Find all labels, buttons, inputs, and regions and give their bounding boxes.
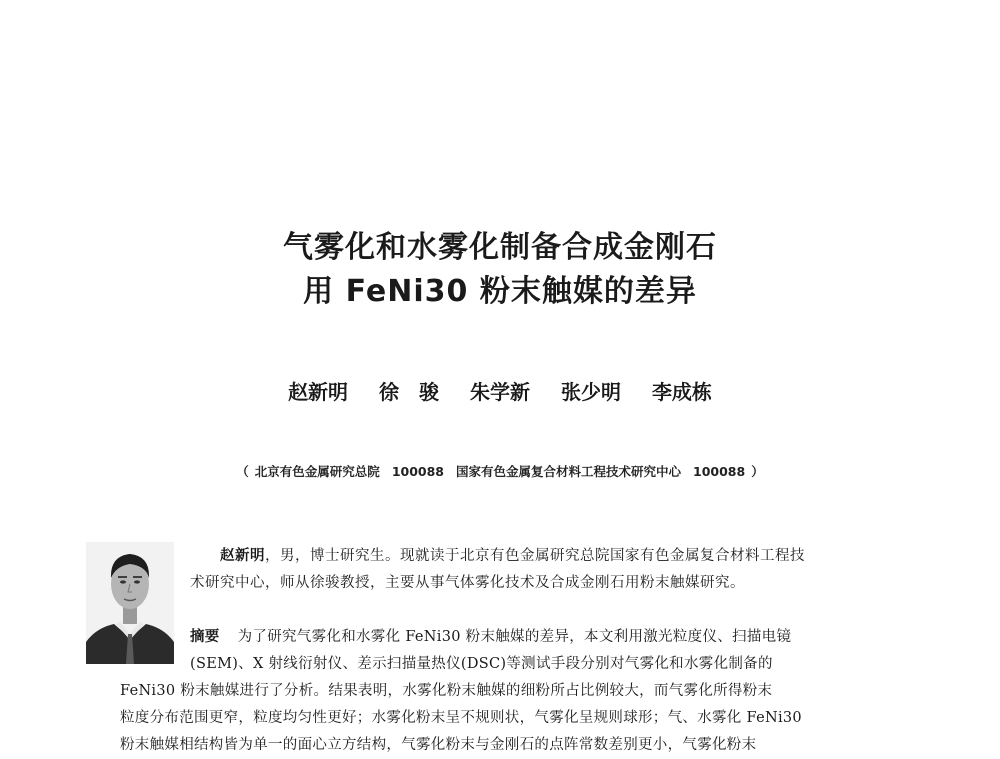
abstract-line-5: 粉末触媒相结构皆为单一的面心立方结构，气雾化粉末与金刚石的点阵常数差别更小，气雾化粉末 — [120, 737, 757, 753]
author-photo — [86, 542, 174, 664]
abstract-line-1: 为了研究气雾化和水雾化 FeNi30 粉末触媒的差异，本文利用激光粒度仪、扫描电镜 — [237, 629, 792, 645]
author-name: 李成栋 — [651, 380, 712, 404]
affiliation — [0, 462, 1000, 480]
affiliation-postcode-1: 100088 — [391, 464, 444, 479]
abstract-body — [120, 678, 920, 759]
affiliation-org-2: 国家有色金属复合材料工程技术研究中心 — [456, 464, 682, 479]
affiliation-close-paren: ） — [751, 464, 764, 479]
affiliation-open-paren: （ — [236, 464, 249, 479]
author-portrait-image — [86, 542, 174, 664]
paper-title-line-1: 气雾化和水雾化制备合成金刚石 — [283, 230, 717, 265]
abstract-heading-block — [190, 624, 920, 678]
bio-line-2: 术研究中心，师从徐骏教授，主要从事气体雾化技术及合成金刚石用粉末触媒研究。 — [190, 575, 745, 591]
abstract-line-4: 粒度分布范围更窄，粒度均匀性更好；水雾化粉末呈不规则状，气雾化呈规则球形；气、水雾化 FeNi30 — [120, 710, 802, 726]
author-name: 张少明 — [560, 380, 621, 404]
author-name: 赵新明 — [288, 380, 349, 404]
affiliation-postcode-2: 100088 — [693, 464, 746, 479]
paper-title-line-2: 用 FeNi30 粉末触媒的差异 — [303, 274, 697, 309]
author-name: 徐 骏 — [379, 380, 440, 404]
author-name: 朱学新 — [470, 380, 530, 404]
bio-line-1: ，男，博士研究生。现就读于北京有色金属研究总院国家有色金属复合材料工程技 — [265, 548, 805, 564]
affiliation-org-1: 北京有色金属研究总院 — [254, 464, 380, 479]
abstract-label: 摘要 — [190, 629, 220, 645]
abstract-line-3: FeNi30 粉末触媒进行了分析。结果表明，水雾化粉末触媒的细粉所占比例较大，而气雾化所得粉末 — [120, 683, 773, 699]
abstract-line-2: (SEM)、X 射线衍射仪、差示扫描量热仪(DSC)等测试手段分别对气雾化和水雾化制备的 — [190, 656, 773, 672]
author-list — [0, 376, 1000, 405]
bio-author-name: 赵新明 — [220, 547, 265, 564]
author-bio — [190, 542, 920, 597]
